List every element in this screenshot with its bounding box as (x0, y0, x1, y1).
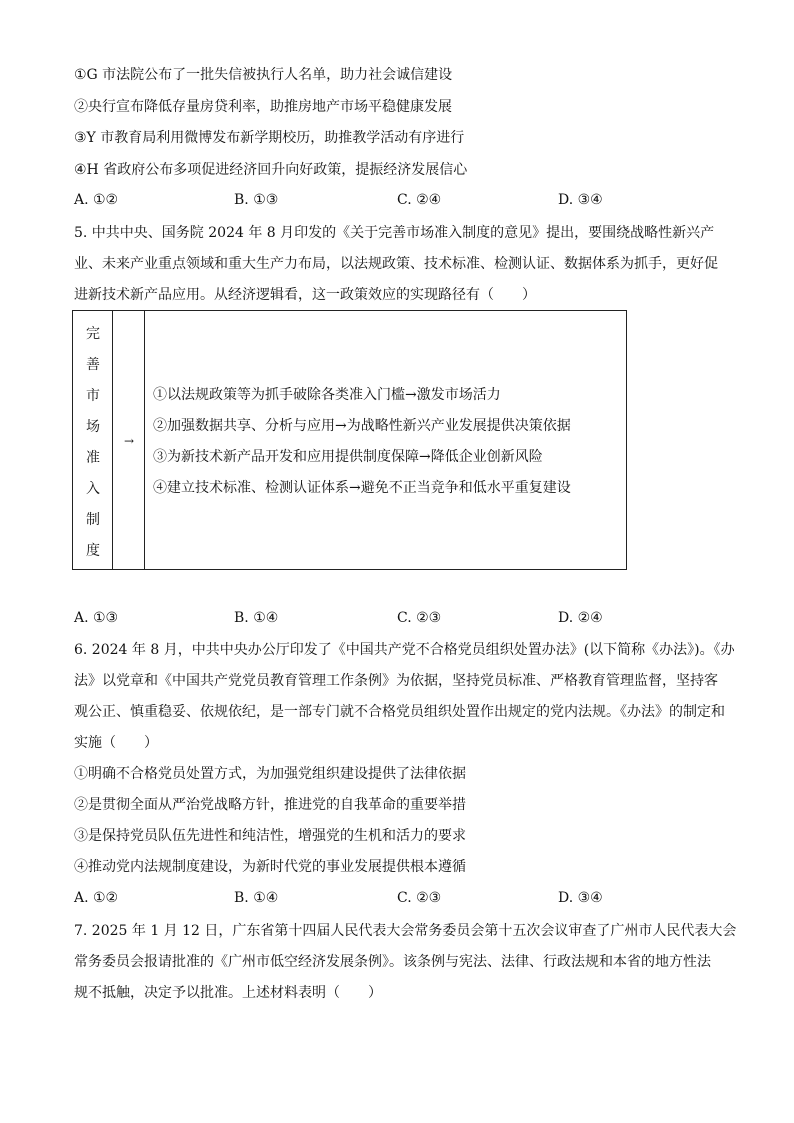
q5-stem-line-2: 业、未来产业重点领域和重大生产力布局，以法规政策、技术标准、检测认证、数据体系为抓手，更好促 (74, 256, 718, 272)
q5-options (74, 608, 714, 628)
q6-item-4: ④推动党内法规制度建设，为新时代党的事业发展提供根本遵循 (74, 859, 466, 875)
q5-box-label-char: 场 (86, 419, 100, 435)
q5-box-label-char: 完 (86, 326, 100, 342)
q5-box-item-3: ③为新技术新产品开发和应用提供制度保障→降低企业创新风险 (153, 449, 543, 465)
q7-stem-line-3: 规不抵触，决定予以批准。上述材料表明（ ） (74, 985, 382, 1001)
q6-options (74, 888, 714, 908)
q6-option-c: C. ②③ (397, 890, 442, 906)
q6-item-1: ①明确不合格党员处置方式，为加强党组织建设提供了法律依据 (74, 766, 466, 782)
q6-item-2: ②是贯彻全面从严治党战略方针，推进党的自我革命的重要举措 (74, 797, 466, 813)
q4-option-a: A. ①② (74, 192, 119, 208)
q5-diagram-box (72, 310, 627, 570)
q5-box-item-4: ④建立技术标准、检测认证体系→避免不正当竞争和低水平重复建设 (153, 480, 571, 496)
q5-box-label-char: 入 (86, 481, 100, 497)
q6-stem-line-3: 观公正、慎重稳妥、依规依纪，是一部专门就不合格党员组织处置作出规定的党内法规。《办法》的制定和 (74, 704, 725, 720)
q6-option-a: A. ①② (74, 890, 119, 906)
q5-box-label-char: 制 (86, 512, 100, 528)
q6-option-b: B. ①④ (234, 890, 279, 906)
q5-box-item-2: ②加强数据共享、分析与应用→为战略性新兴产业发展提供决策依据 (153, 418, 571, 434)
q5-box-arrow-column (113, 311, 145, 569)
q4-option-c: C. ②④ (397, 192, 442, 208)
q5-box-label-char: 度 (86, 543, 100, 559)
q4-option-b: B. ①③ (234, 192, 279, 208)
q4-item-3: ③Y 市教育局利用微博发布新学期校历，助推教学活动有序进行 (74, 130, 465, 146)
q6-stem-line-2: 法》以党章和《中国共产党党员教育管理工作条例》为依据，坚持党员标准、严格教育管理监督，坚持客 (74, 673, 718, 689)
q5-box-item-1: ①以法规政策等为抓手破除各类准入门槛→激发市场活力 (153, 387, 501, 403)
q4-item-1: ①G 市法院公布了一批失信被执行人名单，助力社会诚信建设 (74, 67, 453, 83)
q5-stem-line-1: 5. 中共中央、国务院 2024 年 8 月印发的《关于完善市场准入制度的意见》提出，要围绕战略性新兴产 (74, 225, 715, 241)
q5-option-b: B. ①④ (234, 610, 279, 626)
q4-option-d: D. ③④ (558, 192, 603, 208)
q5-box-label-char: 准 (86, 450, 100, 466)
q5-option-c: C. ②③ (397, 610, 442, 626)
q5-option-a: A. ①③ (74, 610, 119, 626)
q5-option-d: D. ②④ (558, 610, 603, 626)
q5-box-label-column (73, 311, 113, 569)
q5-box-label-char: 善 (86, 357, 100, 373)
q4-item-2: ②央行宣布降低存量房贷利率，助推房地产市场平稳健康发展 (74, 99, 452, 115)
q4-options (74, 190, 714, 210)
q6-stem-line-1: 6. 2024 年 8 月，中共中央办公厅印发了《中国共产党不合格党员组织处置办法》(以下简称《办法》)。《办 (74, 642, 735, 658)
q6-item-3: ③是保持党员队伍先进性和纯洁性，增强党的生机和活力的要求 (74, 828, 466, 844)
q4-item-4: ④H 省政府公布多项促进经济回升向好政策，提振经济发展信心 (74, 162, 468, 178)
arrow-right-icon: → (123, 434, 135, 448)
q6-option-d: D. ③④ (558, 890, 603, 906)
q5-stem-line-3: 进新技术新产品应用。从经济逻辑看，这一政策效应的实现路径有（ ） (74, 287, 536, 303)
q5-box-label-char: 市 (86, 388, 100, 404)
q7-stem-line-1: 7. 2025 年 1 月 12 日，广东省第十四届人民代表大会常务委员会第十五次会议审查了广州市人民代表大会 (74, 923, 737, 939)
q7-stem-line-2: 常务委员会报请批准的《广州市低空经济发展条例》。该条例与宪法、法律、行政法规和本省的地方性法 (74, 954, 711, 970)
q6-stem-line-4: 实施（ ） (74, 735, 158, 751)
